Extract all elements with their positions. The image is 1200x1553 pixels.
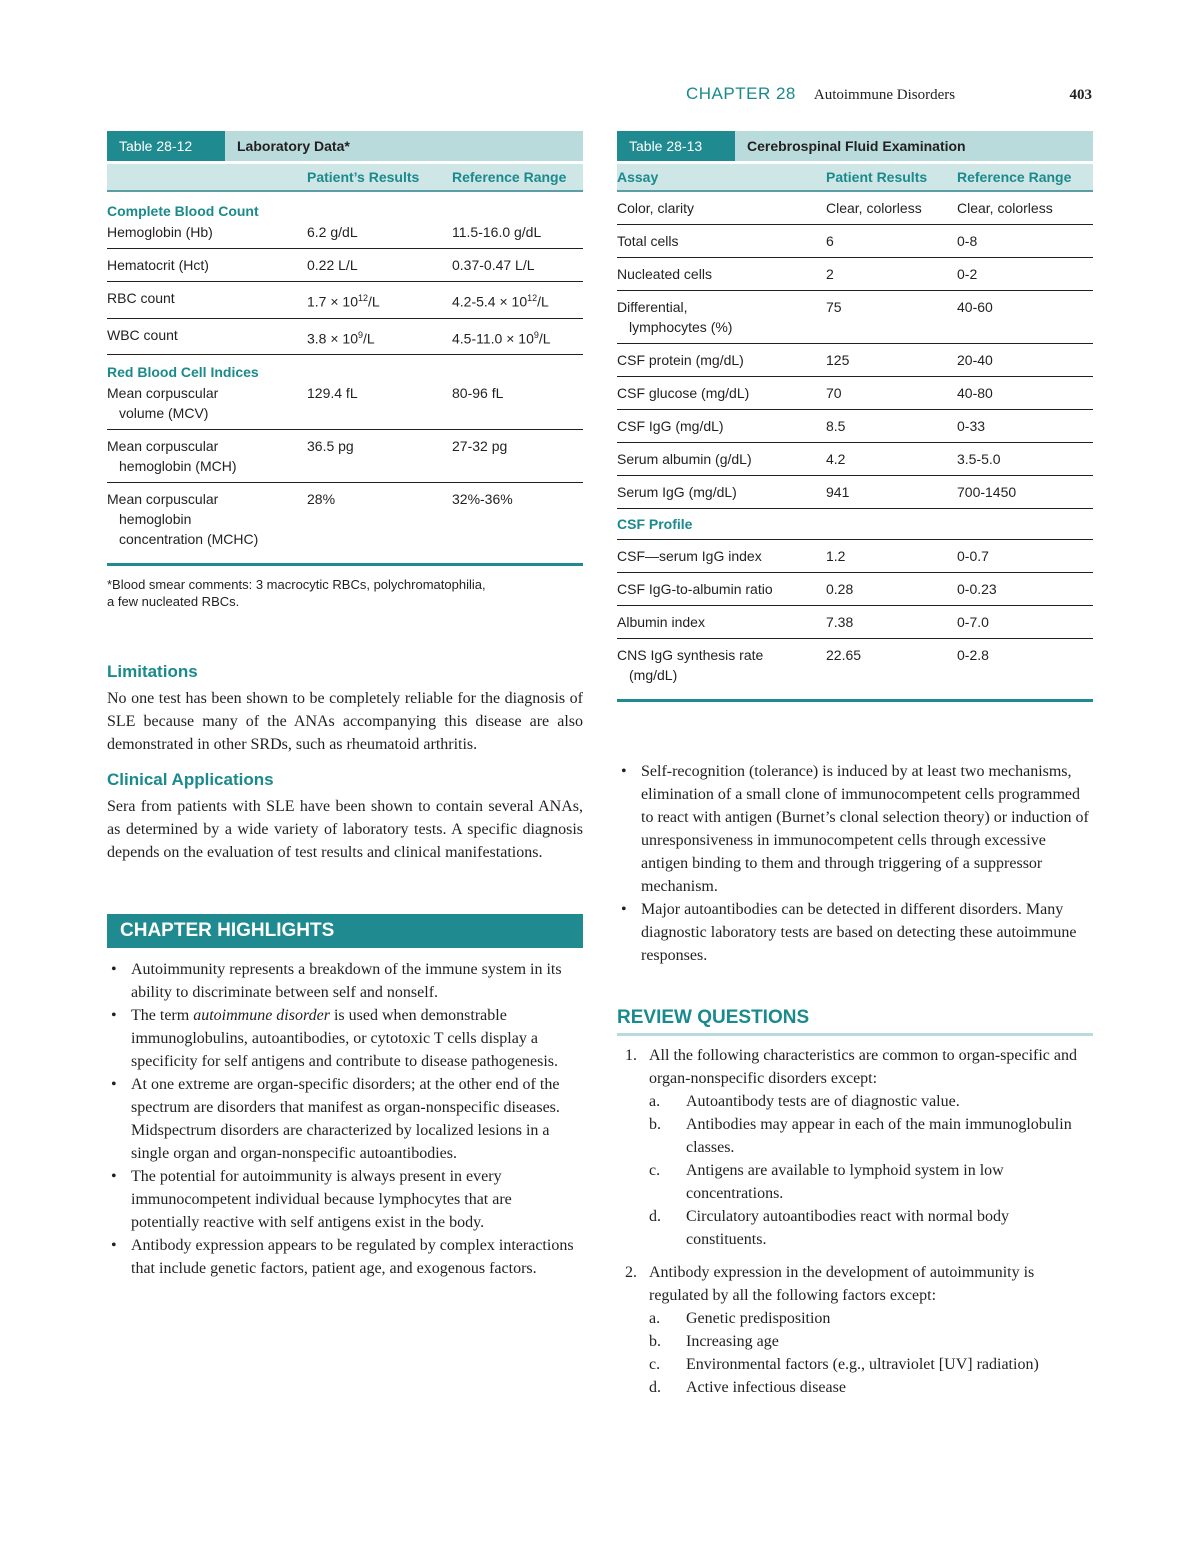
table-row: Mean corpuscular volume (MCV) 129.4 fL 80-96 fL — [107, 381, 583, 430]
table-row: Albumin index 7.38 0-7.0 — [617, 606, 1093, 639]
table-row: RBC count $1.7 \times 10^{12}/L$ $4.2-5.4 \times 10^{12}/L$ — [107, 282, 583, 319]
question-number: 2. — [625, 1264, 637, 1281]
col-header-reference: Reference Range — [452, 169, 567, 185]
chapter-highlights — [107, 914, 583, 1280]
table-row: Total cells 6 0-8 — [617, 225, 1093, 258]
section-heading: Red Blood Cell Indices — [107, 364, 259, 381]
answer-option: b. Antibodies may appear in each of the main immunoglobulin classes. — [649, 1116, 1072, 1156]
table-row: Differential, lymphocytes (%) 75 40-60 — [617, 291, 1093, 344]
limitations-section — [107, 662, 583, 756]
table-number: Table 28-12 — [107, 131, 225, 161]
section-heading: CSF Profile — [617, 509, 1093, 540]
table-28-13 — [617, 131, 1093, 702]
table-row: WBC count $3.8 \times 10^9/L$ $4.5-11.0 \times 10^9/L$ — [107, 319, 583, 356]
answer-option: d. Circulatory autoantibodies react with normal body constituents. — [649, 1208, 1010, 1248]
section-heading: Complete Blood Count — [107, 203, 259, 219]
table-row: CSF glucose (mg/dL) 70 40-80 — [617, 377, 1093, 410]
table-row: Color, clarity Clear, colorless Clear, colorless — [617, 192, 1093, 225]
clinical-applications-text: Sera from patients with SLE have been shown to contain several ANAs, as determined by a wide variety of laboratory tests. A specific diagnosis depends on the evaluation of test results and clinical manifestations. — [107, 798, 583, 862]
table-row: Mean corpuscular hemoglobin concentration (MCHC) 28% 32%-36% — [107, 491, 513, 548]
table-row: Nucleated cells 2 0-2 — [617, 258, 1093, 291]
col-header-reference: Reference Range — [957, 169, 1072, 185]
right-column — [617, 131, 1093, 1399]
question-number: 1. — [625, 1047, 637, 1064]
answer-option: d. Active infectious disease — [649, 1379, 846, 1396]
page-number: 403 — [1069, 87, 1092, 103]
left-column — [107, 131, 583, 1280]
table-title: Laboratory Data* — [225, 131, 583, 161]
list-item: • Antibody expression appears to be regulated by complex interactions that include genetic factors, patient age, and exogenous factors. — [107, 1234, 583, 1280]
table-row: CSF—serum IgG index 1.2 0-0.7 — [617, 540, 1093, 573]
answer-option: a. Autoantibody tests are of diagnostic value. — [649, 1093, 960, 1110]
question-2 — [617, 1261, 1093, 1399]
running-header — [686, 84, 1092, 104]
limitations-text: No one test has been shown to be completely reliable for the diagnosis of SLE because many of the ANAs accompanying this disease are also demonstrated in other SRDs, such as rheumatoid arthritis. — [107, 690, 583, 754]
clinical-applications-heading: Clinical Applications — [107, 770, 274, 790]
table-title: Cerebrospinal Fluid Examination — [735, 131, 1093, 161]
question-stem: All the following characteristics are common to organ-specific and organ-nonspecific disorders except: — [649, 1047, 1077, 1087]
review-questions — [617, 1007, 1093, 1399]
col-header-results: Patient’s Results — [307, 169, 420, 185]
list-item: • The potential for autoimmunity is always present in every immunocompetent individual because lymphocytes that are potentially reactive with self antigens exist in the body. — [107, 1165, 583, 1234]
question-1 — [617, 1044, 1093, 1251]
table-body — [107, 192, 583, 566]
list-item: • Self-recognition (tolerance) is induced by at least two mechanisms, elimination of a small clone of immunocompetent cells programmed to react with antigen (Burnet’s clonal selection theory) or induction of unresponsiveness in immunocompetent cells through excessive antigen binding to them and through triggering of a suppressor mechanism. — [617, 760, 1093, 898]
highlights-list-continued — [617, 760, 1093, 967]
question-stem: Antibody expression in the development of autoimmunity is regulated by all the following factors except: — [649, 1264, 1035, 1304]
answer-option: c. Antigens are available to lymphoid system in low concentrations. — [649, 1162, 1004, 1202]
table-row: Hemoglobin (Hb) 6.2 g/dL 11.5-16.0 g/dL — [107, 220, 583, 249]
table-header-row — [107, 161, 583, 192]
list-item: • Major autoantibodies can be detected in different disorders. Many diagnostic laboratory tests are based on detecting these autoimmune responses. — [617, 898, 1093, 967]
table-row: Mean corpuscular hemoglobin (MCH) 36.5 pg 27-32 pg — [107, 430, 583, 483]
col-header-results: Patient Results — [826, 169, 928, 185]
list-item: • Autoimmunity represents a breakdown of the immune system in its ability to discriminate between self and nonself. — [107, 958, 583, 1004]
chapter-label: CHAPTER 28 — [686, 84, 796, 103]
table-row: Hematocrit (Hct) 0.22 L/L 0.37-0.47 L/L — [107, 249, 583, 282]
table-row: CSF IgG (mg/dL) 8.5 0-33 — [617, 410, 1093, 443]
clinical-applications-section — [107, 770, 583, 864]
table-header-row — [617, 161, 1093, 192]
highlights-list — [107, 958, 583, 1280]
table-footnote: *Blood smear comments: 3 macrocytic RBCs, polychromatophilia, a few nucleated RBCs. — [107, 577, 486, 610]
list-item: • At one extreme are organ-specific disorders; at the other end of the spectrum are disorders that manifest as organ-nonspecific diseases. Midspectrum disorders are characterized by localized lesions in a single organ and organ-nonspecific autoantibodies. — [107, 1073, 583, 1165]
col-header-assay: Assay — [617, 169, 659, 185]
answer-option: c. Environmental factors (e.g., ultraviolet [UV] radiation) — [649, 1356, 1039, 1373]
table-number: Table 28-13 — [617, 131, 735, 161]
review-questions-heading: REVIEW QUESTIONS — [617, 1007, 1093, 1036]
table-row: Serum albumin (g/dL) 4.2 3.5-5.0 — [617, 443, 1093, 476]
table-28-12 — [107, 131, 583, 610]
chapter-highlights-heading: CHAPTER HIGHLIGHTS — [107, 914, 583, 948]
table-body — [617, 192, 1093, 702]
table-row: CSF IgG-to-albumin ratio 0.28 0-0.23 — [617, 573, 1093, 606]
answer-option: a. Genetic predisposition — [649, 1310, 831, 1327]
table-row: CNS IgG synthesis rate (mg/dL) 22.65 0-2.8 — [617, 647, 989, 683]
table-caption — [617, 131, 1093, 161]
limitations-heading: Limitations — [107, 662, 198, 682]
list-item: • The term autoimmune disorder is used when demonstrable immunoglobulins, autoantibodies, or cytotoxic T cells display a specificity for self antigens and contribute to disease pathogenesis. — [107, 1004, 583, 1073]
table-caption — [107, 131, 583, 161]
table-row: CSF protein (mg/dL) 125 20-40 — [617, 344, 1093, 377]
table-row: Serum IgG (mg/dL) 941 700-1450 — [617, 476, 1093, 509]
answer-option: b. Increasing age — [649, 1333, 779, 1350]
chapter-title: Autoimmune Disorders — [813, 87, 956, 103]
